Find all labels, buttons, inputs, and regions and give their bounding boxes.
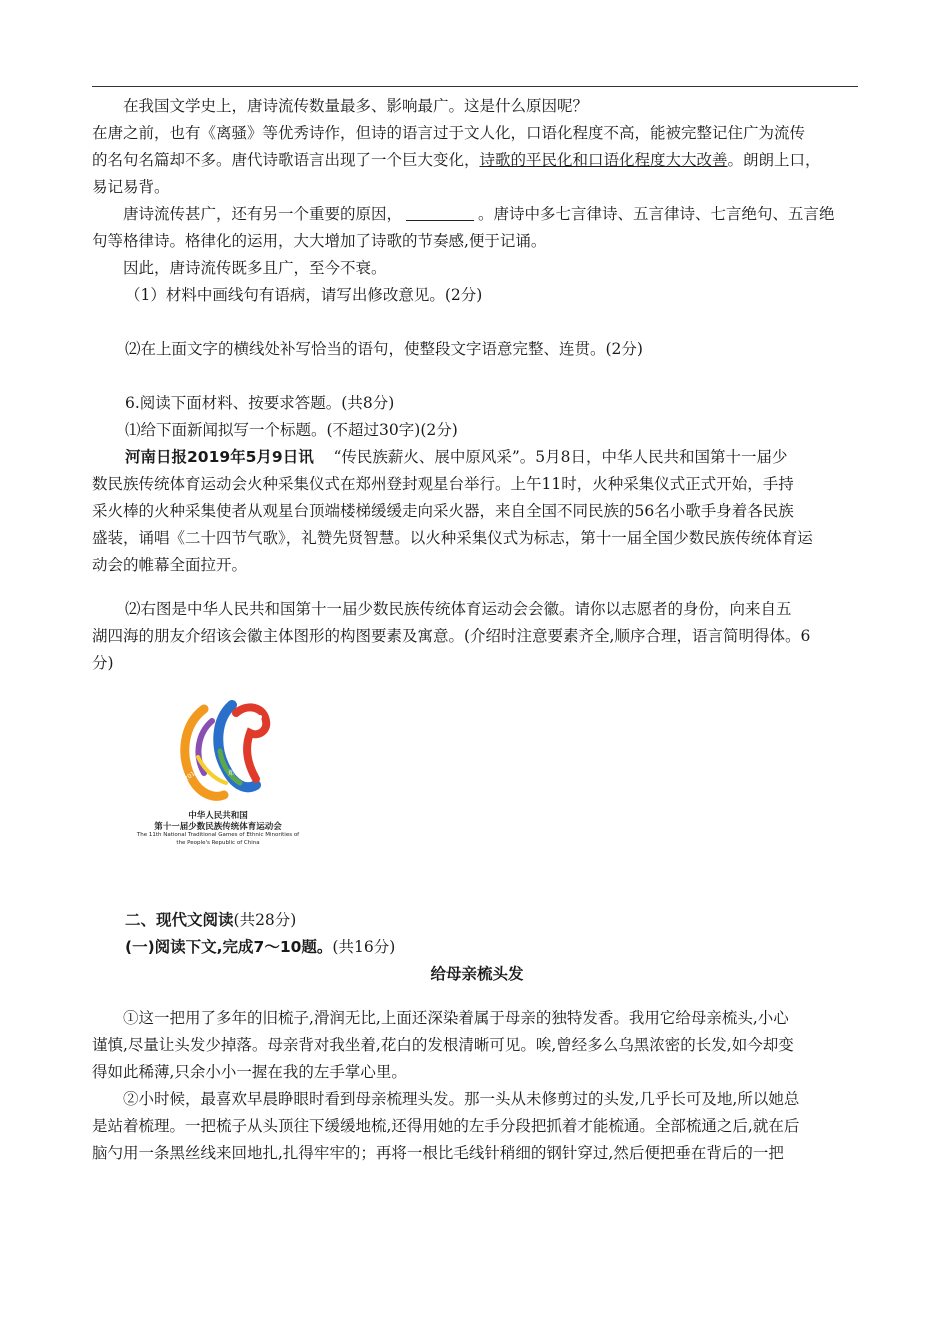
emblem-red-dragon (236, 707, 266, 779)
intro-paragraph-2-line-2 (92, 147, 862, 174)
answer-space (92, 309, 862, 336)
intro-text: 。朗朗上口， (727, 151, 821, 169)
question-5-2: ⑵在上面文字的横线处补写恰当的语句，使整段文字语意完整、连贯。(2分) (125, 340, 643, 358)
emblem-graphic (174, 699, 274, 811)
subsection-title: (一)阅读下文,完成7～10题。 (125, 938, 333, 956)
emblem-city-text: 郑州 (228, 770, 241, 777)
question-6-2-line-2: 湖四海的朋友介绍该会徽主体图形的构图要素及寓意。(介绍时注意要素齐全,顺序合理，语言简明得体。6 (92, 627, 811, 645)
intro-paragraph-1: 在我国文学史上，唐诗流传数量最多、影响最广。这是什么原因呢？ (123, 97, 589, 115)
underlined-sentence: 诗歌的平民化和口语化程度大大改善 (479, 151, 728, 169)
news-line-3: 采火棒的火种采集使者从观星台顶端楼梯缓缓走向采火器，来自全国不同民族的56名小歌手身着各民族 (92, 502, 794, 520)
intro-text: 唐诗流传甚广，还有另一个重要的原因， (123, 205, 403, 223)
section-2-score: (共28分) (233, 911, 297, 929)
news-line-4: 盛装，诵唱《二十四节气歌》，礼赞先贤智慧。以火种采集仪式为标志，第十一届全国少数民族传统体育运 (92, 529, 813, 547)
emblem-year-text: 2019 (183, 768, 200, 783)
section-2-heading (92, 907, 862, 934)
intro-text: 。唐诗中多七言律诗、五言律诗、七言绝句、五言绝 (478, 205, 835, 223)
intro-paragraph-4: 因此，唐诗流传既多且广，至今不衰。 (123, 259, 387, 277)
emblem-caption-en-2: the People's Republic of China (176, 840, 260, 846)
emblem-caption-cn-2: 第十一届少数民族传统体育运动会 (154, 822, 282, 832)
games-emblem (118, 699, 318, 859)
header-rule (92, 86, 858, 87)
emblem-caption-cn-1: 中华人民共和国 (188, 811, 248, 821)
spacer (92, 988, 862, 1005)
spacer (92, 579, 862, 596)
spacer (92, 859, 862, 907)
article-paragraph-2-line-3: 脑勺用一条黑丝线来回地扎,扎得牢牢的；再将一根比毛线针稍细的钢针穿过,然后便把垂在背后的一把 (92, 1144, 784, 1162)
emblem-caption-en-1: The 11th National Traditional Games of Ethnic Minorities of (136, 832, 300, 838)
question-5-1: （1）材料中画线句有语病，请写出修改意见。(2分) (125, 286, 483, 304)
intro-paragraph-3-line-2: 句等格律诗。格律化的运用，大大增加了诗歌的节奏感,便于记诵。 (92, 232, 547, 250)
dragon-eye-icon (258, 715, 262, 719)
answer-space (92, 363, 862, 390)
news-line-2: 数民族传统体育运动会火种采集仪式在郑州登封观星台举行。上午11时，火种采集仪式正式开始，手持 (92, 475, 794, 493)
question-6-2-line-1: ⑵右图是中华人民共和国第十一届少数民族传统体育运动会会徽。请你以志愿者的身份，向来自五 (125, 600, 792, 618)
intro-text: 的名句名篇却不多。唐代诗歌语言出现了一个巨大变化， (92, 151, 480, 169)
section-2-subheading (92, 934, 862, 961)
question-6-1: ⑴给下面新闻拟写一个标题。(不超过30字)(2分) (125, 421, 458, 439)
subsection-score: (共16分) (332, 938, 396, 956)
section-2-title: 二、现代文阅读 (125, 911, 234, 929)
intro-paragraph-2-line-1: 在唐之前，也有《离骚》等优秀诗作，但诗的语言过于文人化，口语化程度不高，能被完整记住广为流传 (92, 124, 806, 142)
article-paragraph-1-line-2: 谨慎,尽量让头发少掉落。母亲背对我坐着,花白的发根清晰可见。唉,曾经多么乌黑浓密的长发,如今却变 (92, 1036, 794, 1054)
news-text: “传民族薪火、展中原风采”。5月8日，中华人民共和国第十一届少 (333, 448, 788, 466)
intro-paragraph-2-line-3: 易记易背。 (92, 178, 170, 196)
article-paragraph-2-line-1: ②小时候，最喜欢早晨睁眼时看到母亲梳理头发。那一头从未修剪过的头发,几乎长可及地,所以她总 (123, 1090, 800, 1108)
article-paragraph-1-line-1: ①这一把用了多年的旧梳子,滑润无比,上面还深染着属于母亲的独特发香。我用它给母亲梳头,小心 (123, 1009, 789, 1027)
news-line-5: 动会的帷幕全面拉开。 (92, 556, 248, 574)
document-body (92, 93, 862, 1167)
question-6-title: 6.阅读下面材料、按要求答题。(共8分) (125, 394, 395, 412)
news-lead: 河南日报2019年5月9日讯 (125, 448, 314, 466)
article-title: 给母亲梳头发 (430, 965, 524, 983)
article-paragraph-2-line-2: 是站着梳理。一把梳子从头顶往下缓缓地梳,还得用她的左手分段把抓着才能梳通。全部梳通之后,就在后 (92, 1117, 800, 1135)
article-paragraph-1-line-3: 得如此稀薄,只余小小一握在我的左手掌心里。 (92, 1063, 407, 1081)
intro-paragraph-3-line-1 (92, 201, 862, 228)
news-line-1 (92, 444, 862, 471)
question-6-2-line-3: 分) (92, 654, 114, 672)
answer-blank[interactable] (406, 204, 474, 221)
